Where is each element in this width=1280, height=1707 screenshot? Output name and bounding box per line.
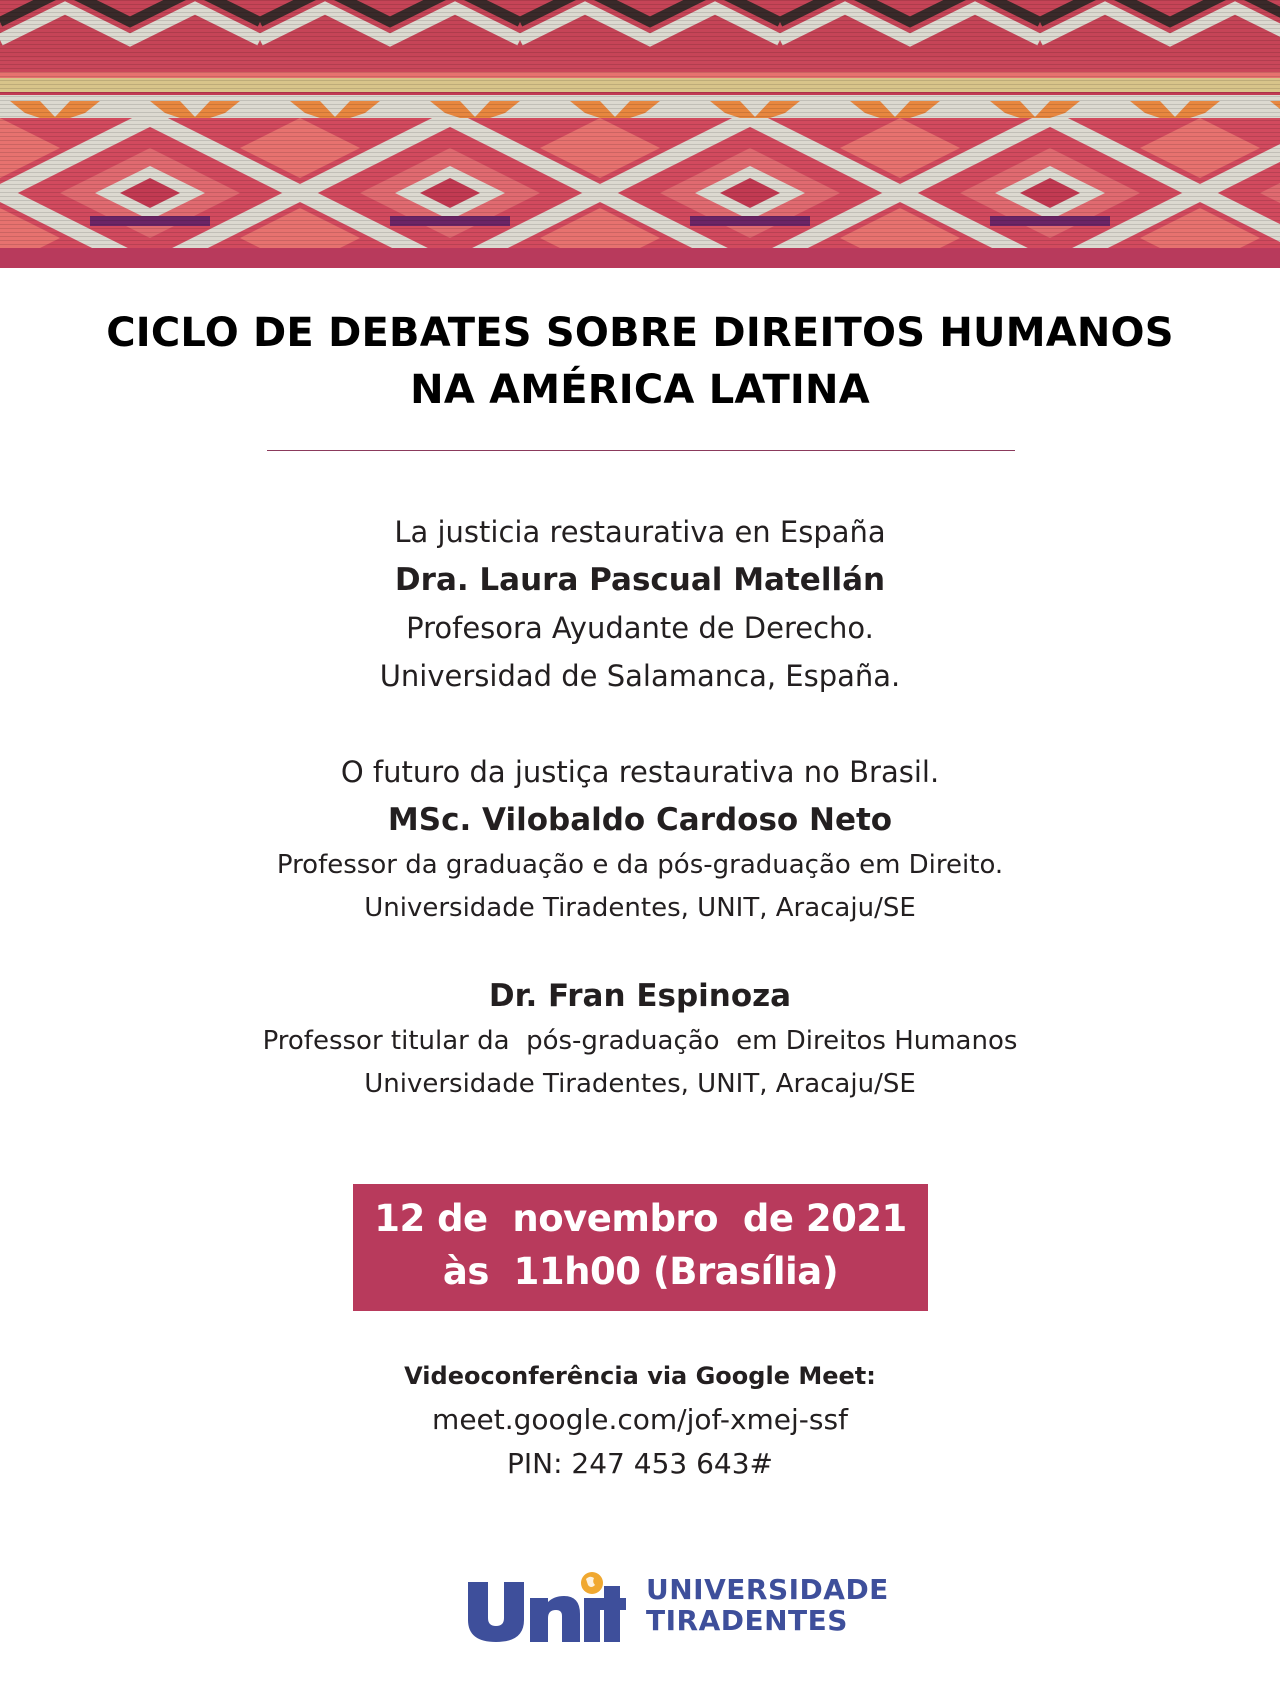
talk-topic: La justicia restaurativa en España xyxy=(394,515,886,549)
talk-3 xyxy=(0,972,1280,1106)
speaker-name: Dra. Laura Pascual Matellán xyxy=(394,562,886,598)
speaker-role: Profesora Ayudante de Derecho. xyxy=(406,611,874,645)
speaker-institution: Universidade Tiradentes, UNIT, Aracaju/SE xyxy=(364,893,916,923)
speaker-name: Dr. Fran Espinoza xyxy=(488,978,792,1014)
university-name-line-1: UNIVERSIDADE xyxy=(646,1573,889,1606)
event-time: às 11h00 (Brasília) xyxy=(442,1250,839,1293)
speaker-role: Professor da graduação e da pós-graduação em Direito. xyxy=(276,850,1004,880)
meeting-pin: PIN: 247 453 643# xyxy=(506,1447,773,1480)
event-series-title xyxy=(0,305,1280,419)
title-line-2: NA AMÉRICA LATINA xyxy=(410,367,870,413)
unit-wordmark-logo xyxy=(466,1570,626,1642)
title-divider xyxy=(267,450,1015,451)
event-date: 12 de novembro de 2021 xyxy=(374,1197,907,1240)
event-date-box xyxy=(353,1184,928,1311)
university-name-line-2: TIRADENTES xyxy=(646,1604,848,1637)
speaker-name: MSc. Vilobaldo Cardoso Neto xyxy=(387,802,893,838)
meeting-link[interactable]: meet.google.com/jof-xmej-ssf xyxy=(432,1403,848,1436)
talk-2 xyxy=(0,748,1280,930)
title-line-1: CICLO DE DEBATES SOBRE DIREITOS HUMANOS xyxy=(106,310,1174,356)
speaker-institution: Universidad de Salamanca, España. xyxy=(379,659,901,693)
meeting-info xyxy=(0,1354,1280,1486)
talk-1 xyxy=(0,508,1280,700)
university-name xyxy=(646,1574,889,1636)
banner-accent-stripe xyxy=(0,248,1280,268)
meeting-label: Videoconferência via Google Meet: xyxy=(404,1362,876,1390)
textile-banner-image xyxy=(0,0,1280,248)
speaker-institution: Universidade Tiradentes, UNIT, Aracaju/SE xyxy=(364,1069,916,1099)
talk-topic: O futuro da justiça restaurativa no Brasil. xyxy=(340,755,940,789)
unit-logo xyxy=(466,1556,889,1656)
speaker-role: Professor titular da pós-graduação em Direitos Humanos xyxy=(262,1026,1018,1056)
